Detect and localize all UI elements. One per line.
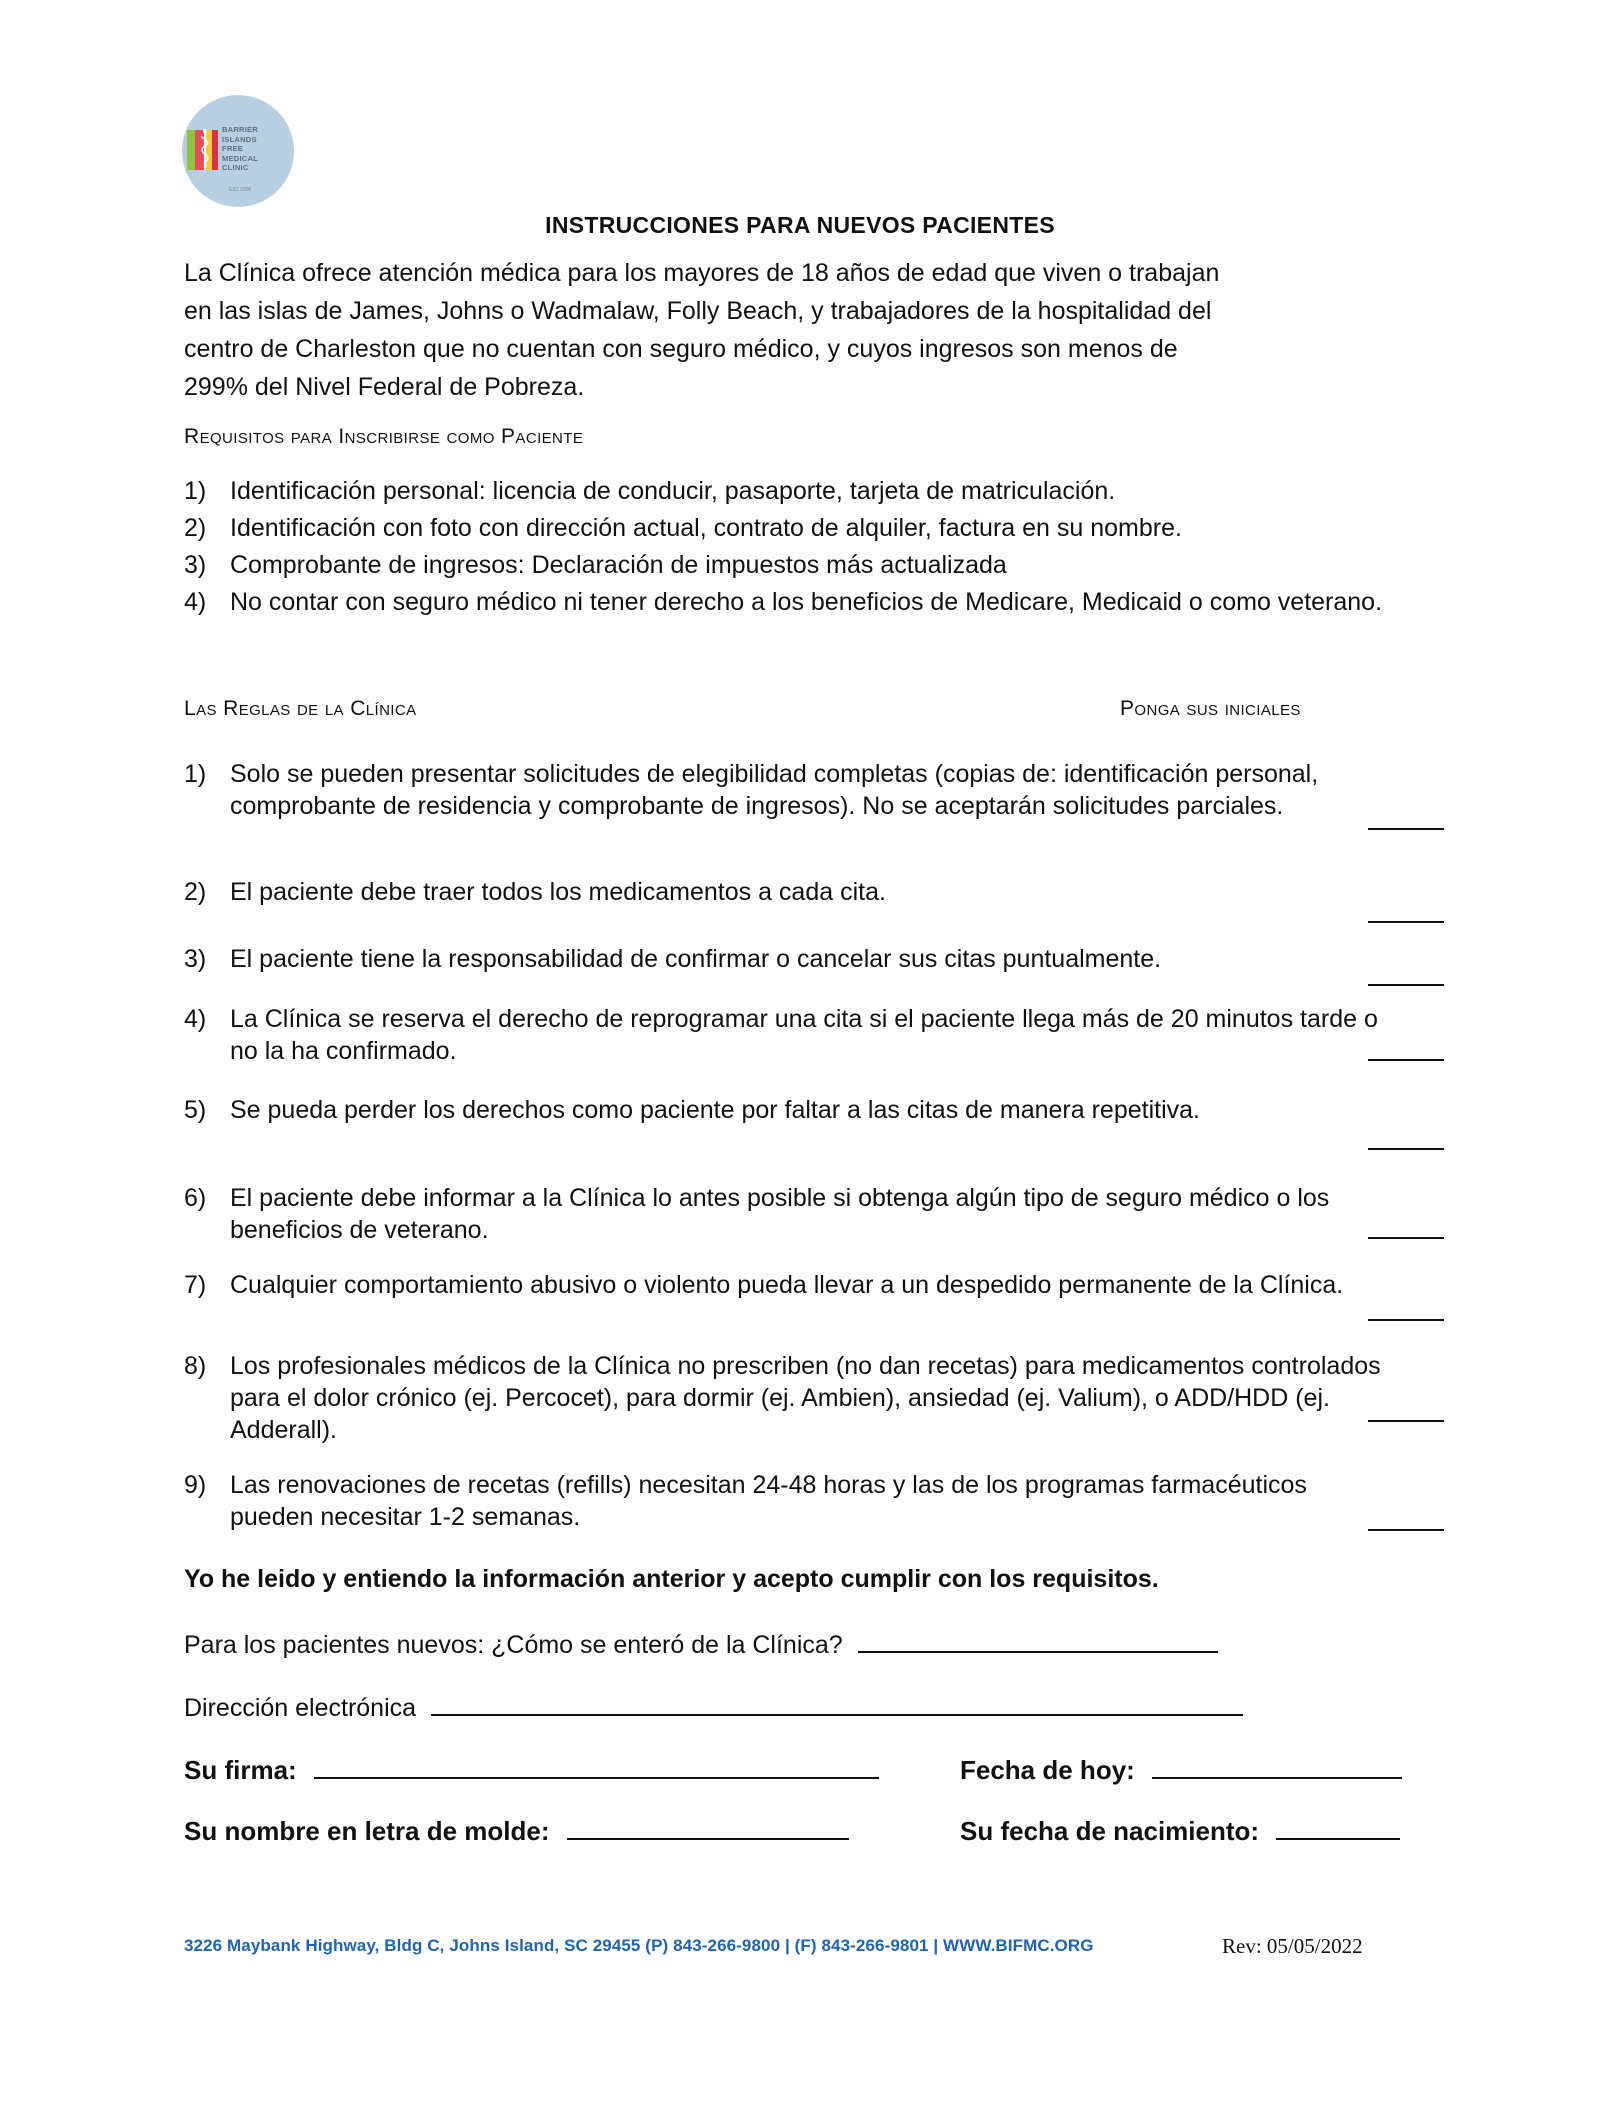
signature-input[interactable] — [314, 1753, 879, 1779]
initials-blank[interactable] — [1368, 921, 1444, 923]
intro-line: 299% del Nivel Federal de Pobreza. — [184, 373, 585, 401]
footer-contact: 3226 Maybank Highway, Bldg C, Johns Island, SC 29455 (P) 843-266-9800 | (F) 843-266-9801 | WWW.BIFMC.ORG — [184, 1936, 1094, 1955]
initials-blank[interactable] — [1368, 1529, 1444, 1531]
referral-input[interactable] — [858, 1627, 1218, 1653]
date-input[interactable] — [1152, 1753, 1402, 1779]
item-number: 4) — [184, 1005, 207, 1033]
item-text: El paciente debe traer todos los medicamentos a cada cita. — [230, 878, 886, 906]
item-number: 1) — [184, 477, 207, 505]
rules-heading: Las Reglas de la Clínica — [184, 697, 417, 720]
requirement-item — [184, 510, 1364, 550]
initials-heading: Ponga sus iniciales — [1120, 697, 1301, 720]
logo-est: EST 2006 — [229, 187, 252, 193]
logo-stripe-green — [187, 130, 195, 170]
intro-paragraph — [184, 254, 1364, 406]
requirement-item — [184, 473, 1364, 513]
rule-item — [184, 1269, 1384, 1339]
intro-line: centro de Charleston que no cuentan con seguro médico, y cuyos ingresos son menos de — [184, 335, 1178, 363]
rule-item — [184, 1003, 1384, 1073]
item-number: 9) — [184, 1471, 207, 1499]
item-text: El paciente debe informar a la Clínica lo antes posible si obtenga algún tipo de seguro médico o los beneficios de veterano. — [230, 1184, 1330, 1244]
item-text: La Clínica se reserva el derecho de reprogramar una cita si el paciente llega más de 20 minutos tarde o no la ha confirmado. — [230, 1005, 1378, 1065]
printed-name-field — [184, 1814, 849, 1847]
email-input[interactable] — [431, 1690, 1243, 1716]
date-field — [960, 1753, 1402, 1786]
birth-date-field — [960, 1814, 1400, 1847]
item-text: No contar con seguro médico ni tener derecho a los beneficios de Medicare, Medicaid o como veterano. — [230, 588, 1383, 616]
item-text: Las renovaciones de recetas (refills) necesitan 24-48 horas y las de los programas farmacéuticos pueden necesitar 1-2 semanas. — [230, 1471, 1307, 1531]
initials-blank[interactable] — [1368, 1319, 1444, 1321]
rule-item — [184, 1469, 1384, 1539]
revision-date: Rev: 05/05/2022 — [1222, 1934, 1363, 1958]
logo-line: MEDICAL — [222, 153, 258, 163]
item-text: Identificación con foto con dirección actual, contrato de alquiler, factura en su nombre. — [230, 514, 1182, 542]
rule-item — [184, 1182, 1384, 1252]
initials-blank[interactable] — [1368, 1237, 1444, 1239]
clinic-logo — [182, 95, 294, 207]
printed-name-input[interactable] — [567, 1814, 849, 1840]
intro-line: La Clínica ofrece atención médica para los mayores de 18 años de edad que viven o trabajan — [184, 259, 1220, 287]
initials-blank[interactable] — [1368, 984, 1444, 986]
initials-blank[interactable] — [1368, 1148, 1444, 1150]
item-number: 2) — [184, 878, 207, 906]
item-text: Identificación personal: licencia de conducir, pasaporte, tarjeta de matriculación. — [230, 477, 1116, 505]
intro-line: en las islas de James, Johns o Wadmalaw, Folly Beach, y trabajadores de la hospitalidad del — [184, 297, 1212, 325]
email-label: Dirección electrónica — [184, 1694, 417, 1722]
item-number: 5) — [184, 1096, 207, 1124]
birth-date-label: Su fecha de nacimiento: — [960, 1816, 1260, 1846]
requirements-heading: Requisitos para Inscribirse como Paciente — [184, 425, 584, 448]
item-text: Comprobante de ingresos: Declaración de impuestos más actualizada — [230, 551, 1007, 579]
page-title: INSTRUCCIONES PARA NUEVOS PACIENTES — [545, 212, 1055, 238]
item-number: 6) — [184, 1184, 207, 1212]
rule-item — [184, 1350, 1384, 1450]
item-text: Se pueda perder los derechos como paciente por faltar a las citas de manera repetitiva. — [230, 1096, 1200, 1124]
initials-blank[interactable] — [1368, 828, 1444, 830]
signature-field — [184, 1753, 879, 1786]
logo-line: ISLANDS — [222, 134, 257, 144]
initials-blank[interactable] — [1368, 1420, 1444, 1422]
birth-date-input[interactable] — [1276, 1814, 1400, 1840]
item-number: 7) — [184, 1271, 207, 1299]
item-text: El paciente tiene la responsabilidad de confirmar o cancelar sus citas puntualmente. — [230, 945, 1162, 973]
referral-field — [184, 1627, 1218, 1660]
rule-item — [184, 876, 1384, 916]
printed-name-label: Su nombre en letra de molde: — [184, 1816, 550, 1846]
email-field — [184, 1690, 1243, 1723]
caduceus-icon — [197, 128, 213, 172]
logo-line: CLINIC — [222, 163, 249, 173]
item-number: 8) — [184, 1352, 207, 1380]
agreement-statement: Yo he leido y entiendo la información anterior y acepto cumplir con los requisitos. — [184, 1565, 1159, 1593]
item-number: 2) — [184, 514, 207, 542]
referral-label: Para los pacientes nuevos: ¿Cómo se enteró de la Clínica? — [184, 1631, 843, 1659]
item-text: Solo se pueden presentar solicitudes de elegibilidad completas (copias de: identificación personal, comprobante de residencia y comprobante de ingresos). No se aceptarán solicitudes parciales. — [230, 760, 1319, 820]
logo-line: FREE — [222, 144, 244, 154]
logo-line: BARRIER — [222, 125, 258, 134]
rule-item — [184, 758, 1384, 858]
requirement-item — [184, 547, 1364, 587]
requirement-item — [184, 584, 1383, 664]
date-label: Fecha de hoy: — [960, 1755, 1135, 1785]
item-number: 3) — [184, 945, 207, 973]
item-number: 4) — [184, 588, 207, 616]
item-text: Los profesionales médicos de la Clínica no prescriben (no dan recetas) para medicamentos controlados para el dolor crónico (ej. Percocet), para dormir (ej. Ambien), ansiedad (ej. Valium), o ADD/HDD (ej. Adderall). — [230, 1352, 1381, 1444]
rule-item — [184, 1094, 1384, 1134]
initials-blank[interactable] — [1368, 1059, 1444, 1061]
signature-label: Su firma: — [184, 1755, 297, 1785]
item-number: 3) — [184, 551, 207, 579]
rule-item — [184, 943, 1384, 983]
logo-text — [222, 125, 258, 173]
item-text: Cualquier comportamiento abusivo o violento pueda llevar a un despedido permanente de la Clínica. — [230, 1271, 1344, 1299]
item-number: 1) — [184, 760, 207, 788]
